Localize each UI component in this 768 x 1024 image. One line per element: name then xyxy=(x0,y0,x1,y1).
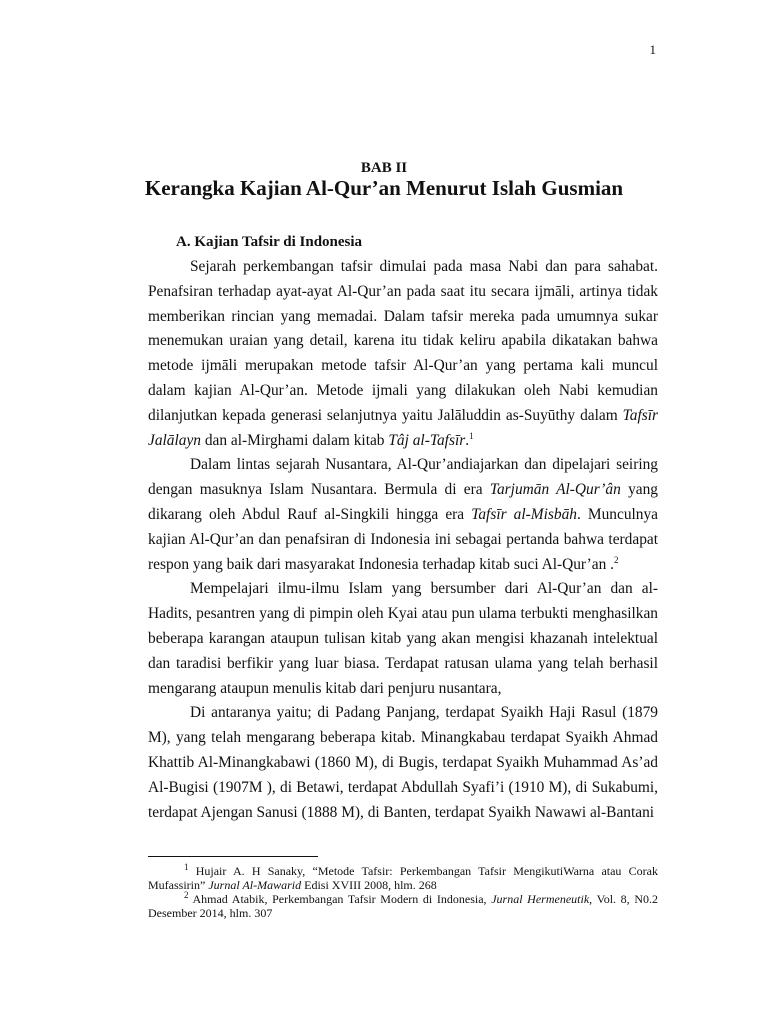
chapter-title: Kerangka Kajian Al-Qur’an Menurut Islah Gusmian xyxy=(144,176,624,200)
footnote-number: 2 xyxy=(184,890,189,900)
body-text xyxy=(148,255,658,825)
book-title: Tafsīr al-Misbāh xyxy=(471,505,577,523)
paragraph-text: . xyxy=(465,431,470,449)
journal-title: Jurnal Al-Mawarid xyxy=(208,878,302,892)
journal-title: Jurnal Hermeneutik xyxy=(491,892,590,906)
page-number: 1 xyxy=(649,42,656,57)
paragraph-text: Dalam lintas sejarah Nusantara, Al-Qur’andiajarkan dan dipelajari seiring dengan masuknya Islam Nusantara. Bermula di era xyxy=(148,456,658,499)
paragraph-4: Di antaranya yaitu; di Padang Panjang, terdapat Syaikh Haji Rasul (1879 M), yang telah mengarang beberapa kitab. Minangkabau terdapat Syaikh Ahmad Khattib Al-Minangkabawi (1860 M), di Bugis, terdapat Syaikh Muhammad As’ad Al-Bugisi (1907M ), di Betawi, terdapat Abdullah Syafi’i (1910 M), di Sukabumi, terdapat Ajengan Sanusi (1888 M), di Banten, terdapat Syaikh Nawawi al-Bantani xyxy=(148,704,658,821)
section-heading: A. Kajian Tafsir di Indonesia xyxy=(176,234,363,250)
paragraph-text: Sejarah perkembangan tafsir dimulai pada masa Nabi dan para sahabat. Penafsiran terhadap ayat-ayat Al-Qur’an pada saat itu secara ijmāli, artinya tidak memberikan rincian yang memadai. Dalam tafsir mereka pada umumnya sukar menemukan uraian yang detail, karena itu tidak keliru apabila dikatakan bahwa metode ijmāli merupakan metode tafsir Al-Qur’an yang pertama kali muncul dalam kajian Al-Qur’an. Metode ijmali yang dilakukan oleh Nabi kemudian dilanjutkan kepada generasi selanjutnya yaitu Jalāluddin as-Suyūthy dalam xyxy=(148,258,658,424)
footnotes xyxy=(148,864,658,920)
book-title: Tarjumān Al-Qur’ân xyxy=(489,481,621,499)
footnote-text: , Vol. 8, N0.2 Desember 2014, hlm. 307 xyxy=(148,892,658,920)
paragraph-text: . Munculnya kajian Al-Qur’an dan penafsiran di Indonesia ini sebagai pertanda bahwa terdapat respon yang baik dari masyarakat Indonesia terhadap kitab suci Al-Qur’an . xyxy=(148,505,659,573)
paragraph-2 xyxy=(148,453,658,577)
paragraph-text: yang dikarang oleh Abdul Rauf al-Singkili hingga era xyxy=(148,481,659,523)
paragraph-3: Mempelajari ilmu-ilmu Islam yang bersumber dari Al-Qur’an dan al-Hadits, pesantren yang di pimpin oleh Kyai atau pun ulama terbukti menghasilkan beberapa karangan ataupun tulisan kitab yang akan mengisi khazanah intelektual dan taradisi berfikir yang luar biasa. Terdapat ratusan ulama yang telah berhasil mengarang ataupun menulis kitab dari penjuru nusantara, xyxy=(148,580,658,697)
chapter-label: BAB II xyxy=(360,160,408,176)
paragraph-text: dan al-Mirghami dalam kitab xyxy=(201,431,389,449)
book-title: Tâj al-Tafsīr xyxy=(388,431,466,449)
footnote-1 xyxy=(148,864,658,892)
footnote-number: 1 xyxy=(184,862,189,872)
footnote-text: Ahmad Atabik, Perkembangan Tafsir Modern di Indonesia, xyxy=(188,892,492,906)
paragraph-1 xyxy=(148,255,658,453)
footnote-ref-2[interactable]: 2 xyxy=(613,554,619,565)
footnote-text: Hujair A. H Sanaky, “Metode Tafsir: Perkembangan Tafsir MengikutiWarna atau Corak Mufassirin” xyxy=(148,864,658,892)
book-title: Tafsīr Jalālayn xyxy=(148,406,658,449)
footnote-divider xyxy=(148,856,318,857)
footnote-ref-1[interactable]: 1 xyxy=(469,430,474,441)
footnote-text: Edisi XVIII 2008, hlm. 268 xyxy=(301,878,437,892)
footnote-2 xyxy=(148,892,658,920)
